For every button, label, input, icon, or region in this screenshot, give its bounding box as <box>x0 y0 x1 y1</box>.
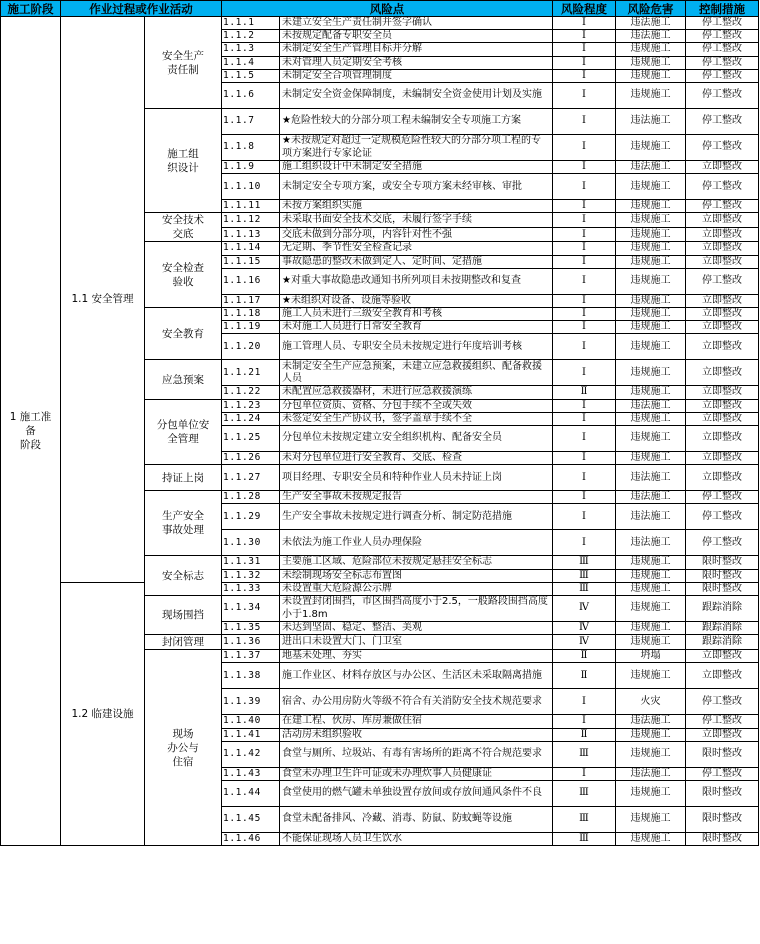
risk-level: Ⅲ <box>553 807 616 833</box>
risk-code: 1.1.26 <box>222 452 280 465</box>
risk-hazard: 违规施工 <box>616 452 686 465</box>
risk-code: 1.1.37 <box>222 650 280 663</box>
risk-code: 1.1.1 <box>222 17 280 30</box>
risk-code: 1.1.3 <box>222 43 280 56</box>
risk-code: 1.1.29 <box>222 504 280 530</box>
risk-level: Ⅰ <box>553 294 616 307</box>
control-measure: 停工整改 <box>686 530 759 556</box>
risk-code: 1.1.32 <box>222 569 280 582</box>
risk-hazard: 坍塌 <box>616 650 686 663</box>
risk-level: Ⅱ <box>553 728 616 741</box>
risk-level: Ⅰ <box>553 321 616 334</box>
risk-point: 未采取书面安全技术交底，未履行签字手续 <box>280 213 553 228</box>
control-measure: 停工整改 <box>686 43 759 56</box>
risk-hazard: 违规施工 <box>616 807 686 833</box>
control-measure: 立即整改 <box>686 452 759 465</box>
risk-point: 未对施工人员进行日常安全教育 <box>280 321 553 334</box>
risk-code: 1.1.41 <box>222 728 280 741</box>
risk-level: Ⅰ <box>553 161 616 174</box>
control-measure: 立即整改 <box>686 294 759 307</box>
risk-level: Ⅰ <box>553 452 616 465</box>
activity-cell: 现场 办公与 住宿 <box>145 650 222 846</box>
risk-hazard: 火灾 <box>616 689 686 715</box>
risk-point: 未配置应急救援器材，未进行应急救援演练 <box>280 386 553 399</box>
control-measure: 停工整改 <box>686 30 759 43</box>
risk-code: 1.1.12 <box>222 213 280 228</box>
activity-cell: 安全生产 责任制 <box>145 17 222 109</box>
risk-point: 未制定安全生产管理目标并分解 <box>280 43 553 56</box>
risk-hazard: 违规施工 <box>616 268 686 294</box>
activity-cell: 持证上岗 <box>145 465 222 491</box>
control-measure: 限时整改 <box>686 741 759 767</box>
header-control: 控制措施 <box>686 1 759 17</box>
risk-level: Ⅲ <box>553 833 616 846</box>
activity-cell: 安全标志 <box>145 556 222 596</box>
risk-hazard: 违规施工 <box>616 43 686 56</box>
risk-hazard: 违规施工 <box>616 321 686 334</box>
process-cell: 1.2 临建设施 <box>61 582 145 845</box>
risk-hazard: 违规施工 <box>616 569 686 582</box>
risk-hazard: 违规施工 <box>616 69 686 82</box>
risk-hazard: 违法施工 <box>616 465 686 491</box>
risk-hazard: 违法施工 <box>616 715 686 728</box>
risk-point: 食堂未配备排风、冷藏、消毒、防鼠、防蚊蝇等设施 <box>280 807 553 833</box>
risk-point: 无定期、季节性安全检查记录 <box>280 242 553 255</box>
risk-point: 主要施工区域、危险部位未按规定悬挂安全标志 <box>280 556 553 569</box>
header-stage: 施工阶段 <box>1 1 61 17</box>
risk-level: Ⅰ <box>553 69 616 82</box>
control-measure: 跟踪消除 <box>686 622 759 635</box>
control-measure: 停工整改 <box>686 715 759 728</box>
risk-point: 食堂使用的燃气罐未单独设置存放间或存放间通风条件不良 <box>280 781 553 807</box>
header-row <box>1 1 759 17</box>
risk-point: 未签定安全生产协议书，签字盖章手续不全 <box>280 412 553 425</box>
risk-point: 施工作业区、材料存放区与办公区、生活区未采取隔离措施 <box>280 663 553 689</box>
risk-point: ★对重大事故隐患改通知书所列项目未按期整改和复查 <box>280 268 553 294</box>
table-row <box>1 17 759 30</box>
control-measure: 立即整改 <box>686 465 759 491</box>
activity-cell: 封闭管理 <box>145 635 222 650</box>
control-measure: 停工整改 <box>686 200 759 213</box>
risk-level: Ⅰ <box>553 308 616 321</box>
risk-point: 宿舍、办公用房防火等级不符合有关消防安全技术规范要求 <box>280 689 553 715</box>
header-risk-point: 风险点 <box>222 1 553 17</box>
risk-code: 1.1.36 <box>222 635 280 650</box>
risk-code: 1.1.5 <box>222 69 280 82</box>
risk-hazard: 违法施工 <box>616 109 686 135</box>
control-measure: 停工整改 <box>686 767 759 780</box>
control-measure: 限时整改 <box>686 833 759 846</box>
risk-point: 未对分包单位进行安全教育、交底、检查 <box>280 452 553 465</box>
risk-point: 施工人员未进行三级安全教育和考核 <box>280 308 553 321</box>
risk-hazard: 违规施工 <box>616 294 686 307</box>
risk-level: Ⅲ <box>553 556 616 569</box>
risk-code: 1.1.43 <box>222 767 280 780</box>
risk-level: Ⅰ <box>553 530 616 556</box>
risk-level: Ⅰ <box>553 689 616 715</box>
risk-point: 分包单位未按规定建立安全组织机构、配备安全员 <box>280 426 553 452</box>
risk-level: Ⅲ <box>553 582 616 595</box>
risk-level: Ⅰ <box>553 109 616 135</box>
risk-level: Ⅱ <box>553 386 616 399</box>
risk-hazard: 违法施工 <box>616 767 686 780</box>
risk-code: 1.1.45 <box>222 807 280 833</box>
risk-point: 生产安全事故未按规定进行调查分析、制定防范措施 <box>280 504 553 530</box>
risk-hazard: 违规施工 <box>616 255 686 268</box>
control-measure: 停工整改 <box>686 109 759 135</box>
activity-cell: 安全技术 交底 <box>145 213 222 242</box>
process-cell: 1.1 安全管理 <box>61 17 145 583</box>
control-measure: 立即整改 <box>686 255 759 268</box>
control-measure: 立即整改 <box>686 213 759 228</box>
risk-point: 未依法为施工作业人员办理保险 <box>280 530 553 556</box>
control-measure: 停工整改 <box>686 69 759 82</box>
risk-hazard: 违规施工 <box>616 833 686 846</box>
risk-code: 1.1.24 <box>222 412 280 425</box>
risk-hazard: 违法施工 <box>616 161 686 174</box>
risk-level: Ⅰ <box>553 715 616 728</box>
risk-level: Ⅰ <box>553 255 616 268</box>
control-measure: 立即整改 <box>686 161 759 174</box>
control-measure: 立即整改 <box>686 242 759 255</box>
risk-hazard: 违法施工 <box>616 530 686 556</box>
risk-point: 施工管理人员、专职安全员未按规定进行年度培训考核 <box>280 334 553 360</box>
risk-level: Ⅰ <box>553 200 616 213</box>
control-measure: 停工整改 <box>686 83 759 109</box>
control-measure: 立即整改 <box>686 386 759 399</box>
risk-point: ★未按规定对超过一定规模危险性较大的分部分项工程的专项方案进行专家论证 <box>280 135 553 161</box>
risk-level: Ⅰ <box>553 360 616 386</box>
stage-cell: 1 施工准 备 阶段 <box>1 17 61 846</box>
activity-cell: 安全检查 验收 <box>145 242 222 308</box>
control-measure: 跟踪消除 <box>686 596 759 622</box>
risk-point: 施工组织设计中未制定安全措施 <box>280 161 553 174</box>
risk-point: 未制定安全合项管理制度 <box>280 69 553 82</box>
risk-level: Ⅲ <box>553 741 616 767</box>
risk-hazard: 违规施工 <box>616 781 686 807</box>
control-measure: 立即整改 <box>686 334 759 360</box>
risk-code: 1.1.22 <box>222 386 280 399</box>
risk-code: 1.1.23 <box>222 399 280 412</box>
risk-code: 1.1.33 <box>222 582 280 595</box>
risk-code: 1.1.19 <box>222 321 280 334</box>
risk-code: 1.1.31 <box>222 556 280 569</box>
control-measure: 限时整改 <box>686 807 759 833</box>
control-measure: 停工整改 <box>686 174 759 200</box>
risk-level: Ⅰ <box>553 56 616 69</box>
risk-point: 事故隐患的整改未做到定人、定时间、定措施 <box>280 255 553 268</box>
risk-level: Ⅰ <box>553 227 616 242</box>
risk-level: Ⅰ <box>553 491 616 504</box>
header-process: 作业过程或作业活动 <box>61 1 222 17</box>
control-measure: 限时整改 <box>686 556 759 569</box>
risk-level: Ⅰ <box>553 399 616 412</box>
risk-point: 在建工程、伙房、库房兼做住宿 <box>280 715 553 728</box>
risk-hazard: 违规施工 <box>616 556 686 569</box>
control-measure: 停工整改 <box>686 268 759 294</box>
control-measure: 停工整改 <box>686 491 759 504</box>
risk-point: 交底未做到分部分项，内容针对性不强 <box>280 227 553 242</box>
activity-cell: 安全教育 <box>145 308 222 360</box>
risk-code: 1.1.25 <box>222 426 280 452</box>
risk-code: 1.1.15 <box>222 255 280 268</box>
activity-cell: 应急预案 <box>145 360 222 399</box>
risk-level: Ⅱ <box>553 663 616 689</box>
risk-level: Ⅰ <box>553 30 616 43</box>
risk-point: 未对管理人员定期安全考核 <box>280 56 553 69</box>
control-measure: 停工整改 <box>686 135 759 161</box>
risk-level: Ⅰ <box>553 213 616 228</box>
risk-hazard: 违规施工 <box>616 83 686 109</box>
risk-hazard: 违规施工 <box>616 622 686 635</box>
risk-hazard: 违规施工 <box>616 227 686 242</box>
risk-point: 活动房未组织验收 <box>280 728 553 741</box>
risk-point: 未绘制现场安全标志布置图 <box>280 569 553 582</box>
table-row <box>1 582 759 595</box>
risk-hazard: 违法施工 <box>616 491 686 504</box>
risk-code: 1.1.8 <box>222 135 280 161</box>
risk-code: 1.1.2 <box>222 30 280 43</box>
risk-code: 1.1.27 <box>222 465 280 491</box>
risk-level: Ⅰ <box>553 242 616 255</box>
risk-code: 1.1.38 <box>222 663 280 689</box>
risk-code: 1.1.35 <box>222 622 280 635</box>
risk-hazard: 违规施工 <box>616 596 686 622</box>
risk-point: 项目经理、专职安全员和特种作业人员未持证上岗 <box>280 465 553 491</box>
risk-code: 1.1.13 <box>222 227 280 242</box>
header-risk-hazard: 风险危害 <box>616 1 686 17</box>
risk-point: ★危险性较大的分部分项工程未编制安全专项施工方案 <box>280 109 553 135</box>
control-measure: 停工整改 <box>686 17 759 30</box>
risk-point: 未制定安全生产应急预案，未建立应急救援组织、配备救援人员 <box>280 360 553 386</box>
risk-level: Ⅳ <box>553 596 616 622</box>
risk-hazard: 违规施工 <box>616 213 686 228</box>
risk-level: Ⅰ <box>553 17 616 30</box>
risk-code: 1.1.44 <box>222 781 280 807</box>
risk-level: Ⅰ <box>553 268 616 294</box>
activity-cell: 现场围挡 <box>145 596 222 635</box>
risk-hazard: 违规施工 <box>616 308 686 321</box>
control-measure: 停工整改 <box>686 689 759 715</box>
control-measure: 立即整改 <box>686 728 759 741</box>
control-measure: 限时整改 <box>686 781 759 807</box>
risk-point: 分包单位资质、资格、分包手续不全或失效 <box>280 399 553 412</box>
risk-level: Ⅰ <box>553 135 616 161</box>
risk-level: Ⅳ <box>553 622 616 635</box>
control-measure: 立即整改 <box>686 227 759 242</box>
risk-point: 未设置重大危险源公示牌 <box>280 582 553 595</box>
risk-code: 1.1.17 <box>222 294 280 307</box>
risk-hazard: 违法施工 <box>616 399 686 412</box>
control-measure: 立即整改 <box>686 399 759 412</box>
control-measure: 立即整改 <box>686 321 759 334</box>
risk-point: 未建立安全生产责任制并签字确认 <box>280 17 553 30</box>
control-measure: 限时整改 <box>686 569 759 582</box>
control-measure: 立即整改 <box>686 412 759 425</box>
risk-level: Ⅰ <box>553 504 616 530</box>
risk-level: Ⅰ <box>553 43 616 56</box>
header-risk-level: 风险程度 <box>553 1 616 17</box>
risk-point: 食堂未办理卫生许可证或未办理炊事人员健康证 <box>280 767 553 780</box>
risk-code: 1.1.14 <box>222 242 280 255</box>
risk-hazard: 违规施工 <box>616 412 686 425</box>
risk-point: ★未组织对设备、设施等验收 <box>280 294 553 307</box>
risk-hazard: 违规施工 <box>616 663 686 689</box>
risk-code: 1.1.10 <box>222 174 280 200</box>
control-measure: 立即整改 <box>686 650 759 663</box>
risk-code: 1.1.46 <box>222 833 280 846</box>
risk-hazard: 违规施工 <box>616 135 686 161</box>
risk-point: 不能保证现场人员卫生饮水 <box>280 833 553 846</box>
activity-cell: 施工组 织设计 <box>145 109 222 213</box>
control-measure: 停工整改 <box>686 56 759 69</box>
risk-level: Ⅰ <box>553 174 616 200</box>
risk-code: 1.1.20 <box>222 334 280 360</box>
risk-level: Ⅰ <box>553 334 616 360</box>
risk-level: Ⅱ <box>553 650 616 663</box>
risk-code: 1.1.39 <box>222 689 280 715</box>
risk-code: 1.1.6 <box>222 83 280 109</box>
risk-code: 1.1.4 <box>222 56 280 69</box>
risk-code: 1.1.18 <box>222 308 280 321</box>
risk-hazard: 违规施工 <box>616 242 686 255</box>
control-measure: 立即整改 <box>686 426 759 452</box>
control-measure: 跟踪消除 <box>686 635 759 650</box>
risk-level: Ⅳ <box>553 635 616 650</box>
risk-code: 1.1.7 <box>222 109 280 135</box>
risk-hazard: 违规施工 <box>616 582 686 595</box>
risk-hazard: 违规施工 <box>616 635 686 650</box>
risk-code: 1.1.9 <box>222 161 280 174</box>
risk-level: Ⅰ <box>553 767 616 780</box>
control-measure: 停工整改 <box>686 504 759 530</box>
risk-point: 未设置封闭围挡，市区围挡高度小于2.5，一般路段围挡高度小于1.8m <box>280 596 553 622</box>
risk-level: Ⅲ <box>553 781 616 807</box>
risk-hazard: 违规施工 <box>616 334 686 360</box>
risk-code: 1.1.21 <box>222 360 280 386</box>
risk-level: Ⅰ <box>553 83 616 109</box>
risk-point: 未达到坚固、稳定、整洁、美观 <box>280 622 553 635</box>
risk-point: 未制定安全资金保障制度，未编制安全资金使用计划及实施 <box>280 83 553 109</box>
risk-level: Ⅰ <box>553 412 616 425</box>
control-measure: 立即整改 <box>686 308 759 321</box>
risk-code: 1.1.16 <box>222 268 280 294</box>
risk-hazard: 违规施工 <box>616 360 686 386</box>
risk-table-body <box>1 17 759 846</box>
control-measure: 限时整改 <box>686 582 759 595</box>
risk-level: Ⅰ <box>553 465 616 491</box>
risk-point: 地基未处理、夯实 <box>280 650 553 663</box>
risk-code: 1.1.30 <box>222 530 280 556</box>
risk-point: 未按方案组织实施 <box>280 200 553 213</box>
risk-hazard: 违规施工 <box>616 426 686 452</box>
risk-hazard: 违法施工 <box>616 17 686 30</box>
control-measure: 立即整改 <box>686 360 759 386</box>
risk-level: Ⅲ <box>553 569 616 582</box>
risk-hazard: 违规施工 <box>616 728 686 741</box>
risk-level: Ⅰ <box>553 426 616 452</box>
risk-point: 未制定安全专项方案，或安全专项方案未经审核、审批 <box>280 174 553 200</box>
risk-point: 进出口未设置大门、门卫室 <box>280 635 553 650</box>
control-measure: 立即整改 <box>686 663 759 689</box>
risk-code: 1.1.11 <box>222 200 280 213</box>
activity-cell: 分包单位安 全管理 <box>145 399 222 465</box>
risk-code: 1.1.28 <box>222 491 280 504</box>
risk-hazard: 违法施工 <box>616 30 686 43</box>
risk-point: 生产安全事故未按规定报告 <box>280 491 553 504</box>
risk-hazard: 违规施工 <box>616 741 686 767</box>
risk-point: 未按规定配备专职安全员 <box>280 30 553 43</box>
activity-cell: 生产安全 事故处理 <box>145 491 222 556</box>
risk-hazard: 违规施工 <box>616 174 686 200</box>
risk-hazard: 违法施工 <box>616 504 686 530</box>
risk-hazard: 违规施工 <box>616 200 686 213</box>
risk-hazard: 违规施工 <box>616 56 686 69</box>
risk-code: 1.1.34 <box>222 596 280 622</box>
risk-point: 食堂与厕所、垃圾站、有毒有害场所的距离不符合规范要求 <box>280 741 553 767</box>
risk-hazard: 违规施工 <box>616 386 686 399</box>
risk-code: 1.1.42 <box>222 741 280 767</box>
risk-code: 1.1.40 <box>222 715 280 728</box>
